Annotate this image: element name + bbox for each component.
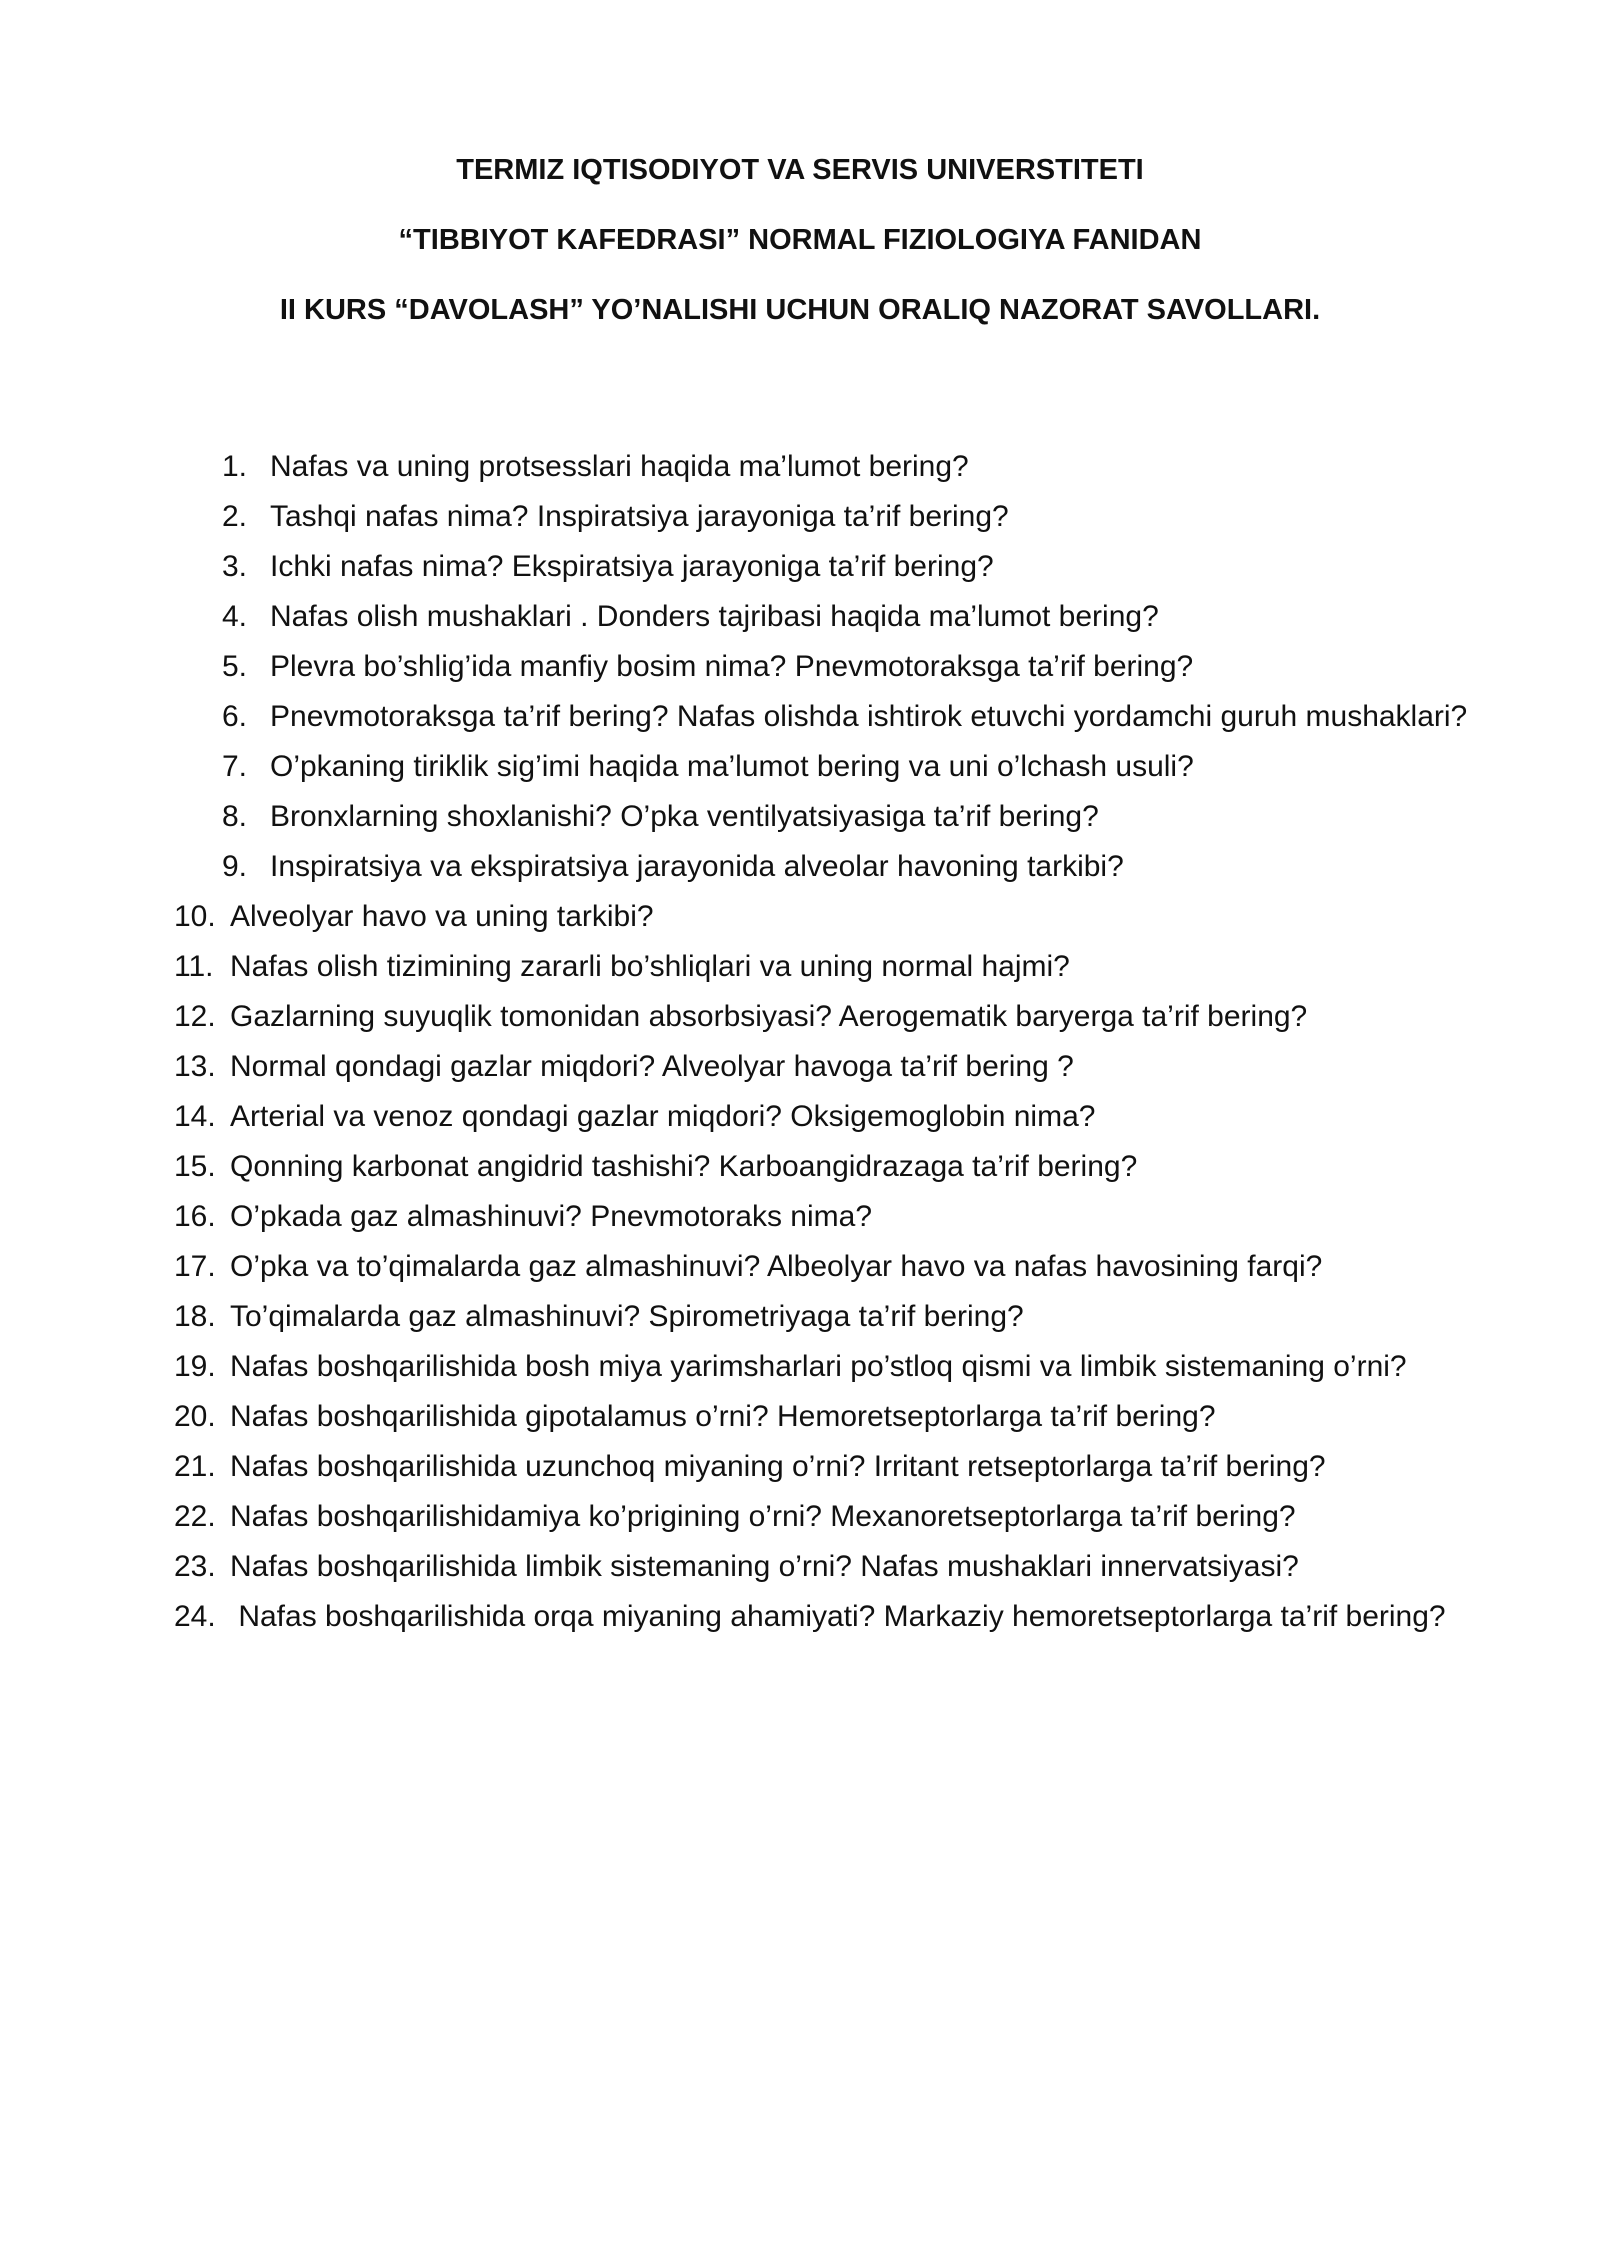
question-text: Gazlarning suyuqlik tomonidan absorbsiyasi? Aerogematik baryerga ta’rif bering?: [230, 1000, 1308, 1033]
question-text: Nafas boshqarilishida uzunchoq miyaning o’rni? Irritant retseptorlarga ta’rif bering?: [230, 1450, 1326, 1483]
question-text: Inspiratsiya va ekspiratsiya jarayonida alveolar havoning tarkibi?: [270, 850, 1124, 883]
question-item: [222, 542, 1512, 592]
question-text: Normal qondagi gazlar miqdori? Alveolyar havoga ta’rif bering ?: [230, 1050, 1074, 1083]
question-text: To’qimalarda gaz almashinuvi? Spirometriyaga ta’rif bering?: [230, 1300, 1024, 1333]
header-department: “TIBBIYOT KAFEDRASI” NORMAL FIZIOLOGIYA FANIDAN: [398, 224, 1202, 256]
question-text: O’pkaning tiriklik sig’imi haqida ma’lumot bering va uni o’lchash usuli?: [270, 750, 1194, 783]
question-text: Nafas va uning protsesslari haqida ma’lumot bering?: [270, 450, 969, 483]
question-item: 19. Nafas boshqarilishida bosh miya yarimsharlari po’stloq qismi va limbik sistemaning o’rni?: [174, 1350, 1407, 1383]
question-number: 9.: [222, 850, 248, 883]
question-item: [222, 742, 1512, 792]
question-number: 5.: [222, 650, 248, 683]
question-text: Nafas boshqarilishida limbik sistemaning o’rni? Nafas mushaklari innervatsiyasi?: [230, 1550, 1299, 1583]
question-item: 21. Nafas boshqarilishida uzunchoq miyaning o’rni? Irritant retseptorlarga ta’rif bering?: [174, 1450, 1326, 1483]
question-text: O’pka va to’qimalarda gaz almashinuvi? Albeolyar havo va nafas havosining farqi?: [230, 1250, 1323, 1283]
question-item: [222, 792, 1512, 842]
question-item: 22. Nafas boshqarilishidamiya ko’prigining o’rni? Mexanoretseptorlarga ta’rif bering?: [174, 1500, 1296, 1533]
question-item: 18. To’qimalarda gaz almashinuvi? Spirometriyaga ta’rif bering?: [174, 1300, 1024, 1333]
question-number: 7.: [222, 750, 248, 783]
question-item: [222, 642, 1512, 692]
question-item: 13. Normal qondagi gazlar miqdori? Alveolyar havoga ta’rif bering ?: [174, 1050, 1074, 1083]
question-item: 10. Alveolyar havo va uning tarkibi?: [174, 900, 654, 933]
question-text: Alveolyar havo va uning tarkibi?: [230, 900, 654, 933]
question-text: Nafas olish mushaklari . Donders tajribasi haqida ma’lumot bering?: [270, 600, 1159, 633]
question-item: [222, 842, 1512, 892]
question-item: 24. Nafas boshqarilishida orqa miyaning ahamiyati? Markaziy hemoretseptorlarga ta’rif bering?: [174, 1600, 1446, 1633]
question-item: 20. Nafas boshqarilishida gipotalamus o’rni? Hemoretseptorlarga ta’rif bering?: [174, 1400, 1216, 1433]
header-university: TERMIZ IQTISODIYOT VA SERVIS UNIVERSTITETI: [456, 154, 1144, 186]
question-text: Nafas boshqarilishidamiya ko’prigining o’rni? Mexanoretseptorlarga ta’rif bering?: [230, 1500, 1296, 1533]
question-text: Nafas olish tizimining zararli bo’shliqlari va uning normal hajmi?: [230, 950, 1070, 983]
question-number: 2.: [222, 500, 248, 533]
question-text: Nafas boshqarilishida gipotalamus o’rni? Hemoretseptorlarga ta’rif bering?: [230, 1400, 1216, 1433]
question-item: [222, 592, 1512, 642]
question-item: 15. Qonning karbonat angidrid tashishi? Karboangidrazaga ta’rif bering?: [174, 1150, 1138, 1183]
question-item: [222, 692, 1512, 742]
question-number: 4.: [222, 600, 248, 633]
question-text: Tashqi nafas nima? Inspiratsiya jarayoniga ta’rif bering?: [270, 500, 1009, 533]
question-text: Ichki nafas nima? Ekspiratsiya jarayoniga ta’rif bering?: [270, 550, 994, 583]
question-item: 17. O’pka va to’qimalarda gaz almashinuvi? Albeolyar havo va nafas havosining farqi?: [174, 1250, 1323, 1283]
question-text: Qonning karbonat angidrid tashishi? Karboangidrazaga ta’rif bering?: [230, 1150, 1138, 1183]
question-item: [222, 442, 1512, 492]
question-item: 11. Nafas olish tizimining zararli bo’shliqlari va uning normal hajmi?: [174, 950, 1070, 983]
document-header: [0, 152, 1600, 362]
question-number: 8.: [222, 800, 248, 833]
question-item: 23. Nafas boshqarilishida limbik sistemaning o’rni? Nafas mushaklari innervatsiyasi?: [174, 1550, 1299, 1583]
question-text: Pnevmotoraksga ta’rif bering? Nafas olishda ishtirok etuvchi yordamchi guruh mushaklari?: [270, 700, 1468, 733]
question-item: [222, 492, 1512, 542]
question-number: 3.: [222, 550, 248, 583]
question-item: 12. Gazlarning suyuqlik tomonidan absorbsiyasi? Aerogematik baryerga ta’rif bering?: [174, 1000, 1308, 1033]
question-list: [174, 442, 1512, 1642]
header-course-title: II KURS “DAVOLASH” YO’NALISHI UCHUN ORALIQ NAZORAT SAVOLLARI.: [279, 294, 1321, 326]
question-text: Nafas boshqarilishida orqa miyaning ahamiyati? Markaziy hemoretseptorlarga ta’rif bering?: [230, 1600, 1446, 1633]
question-text: Bronxlarning shoxlanishi? O’pka ventilyatsiyasiga ta’rif bering?: [270, 800, 1099, 833]
question-text: O’pkada gaz almashinuvi? Pnevmotoraks nima?: [230, 1200, 872, 1233]
question-text: Nafas boshqarilishida bosh miya yarimsharlari po’stloq qismi va limbik sistemaning o’rni?: [230, 1350, 1407, 1383]
question-item: 16. O’pkada gaz almashinuvi? Pnevmotoraks nima?: [174, 1200, 872, 1233]
question-number: 1.: [222, 450, 248, 483]
question-text: Plevra bo’shlig’ida manfiy bosim nima? Pnevmotoraksga ta’rif bering?: [270, 650, 1194, 683]
question-text: Arterial va venoz qondagi gazlar miqdori? Oksigemoglobin nima?: [230, 1100, 1096, 1133]
question-number: 6.: [222, 700, 248, 733]
question-item: 14. Arterial va venoz qondagi gazlar miqdori? Oksigemoglobin nima?: [174, 1100, 1096, 1133]
